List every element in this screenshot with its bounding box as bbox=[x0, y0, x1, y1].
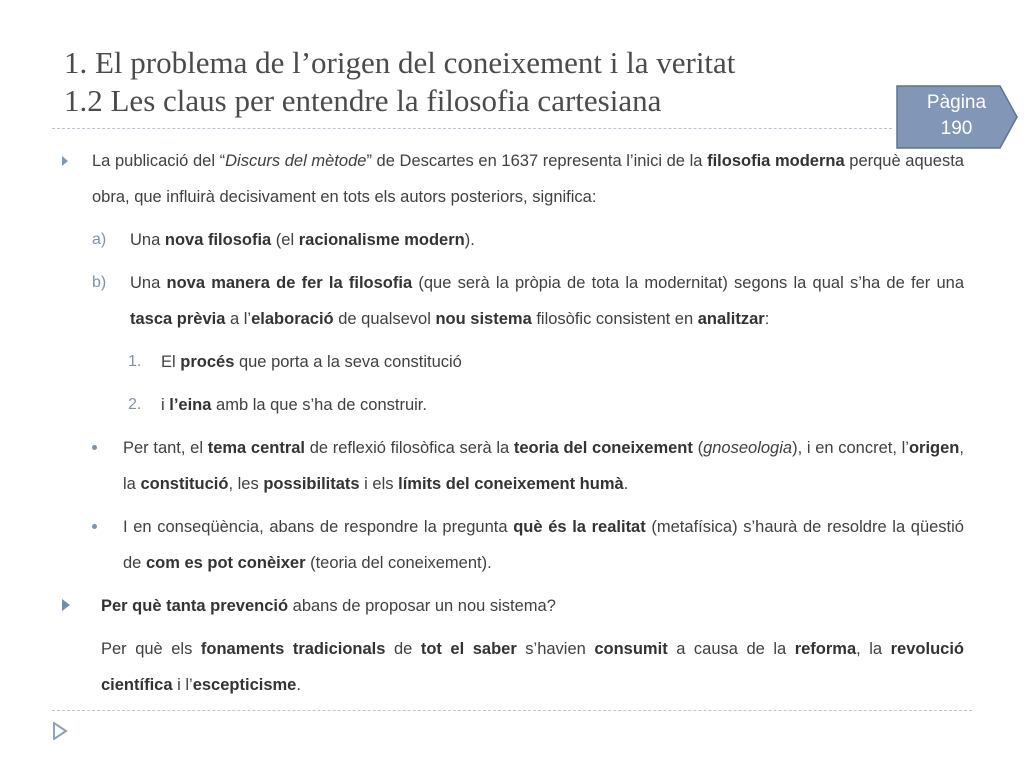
text-run: de bbox=[385, 640, 421, 658]
text-run: s’havien bbox=[516, 640, 595, 658]
text-run: Una bbox=[130, 274, 167, 292]
page-badge bbox=[896, 85, 1019, 151]
triangle-bullet-icon bbox=[62, 588, 70, 611]
text-run: : bbox=[764, 310, 770, 328]
text-run: , la bbox=[123, 439, 964, 493]
text-run: constitució bbox=[140, 475, 229, 493]
badge-page-number: 190 bbox=[940, 118, 973, 139]
text-run: de reflexió filosòfica serà la bbox=[305, 439, 514, 457]
text-run: amb la que s’ha de construir. bbox=[211, 396, 427, 414]
question-text bbox=[101, 588, 964, 624]
text-run: nou sistema bbox=[435, 310, 532, 328]
text-run: ). bbox=[464, 231, 475, 249]
list-item-a bbox=[60, 222, 964, 258]
bullet-item-text bbox=[123, 509, 964, 581]
text-run: nova manera de fer la filosofia bbox=[166, 274, 413, 292]
numbered-item-1 bbox=[60, 344, 964, 380]
text-run: analitzar bbox=[697, 310, 765, 328]
title-divider bbox=[52, 128, 892, 129]
text-run: reforma bbox=[794, 640, 857, 658]
text-run: Per tant, el bbox=[123, 439, 208, 457]
text-run: i bbox=[161, 396, 170, 414]
paragraph-answer bbox=[60, 631, 964, 703]
text-run: Per què tanta prevenció bbox=[101, 597, 289, 615]
text-run: (que serà la pròpia de tota la modernitat) segons la qual s’ha de fer una bbox=[412, 274, 964, 292]
numbered-item-text bbox=[161, 344, 964, 380]
text-run: tasca prèvia bbox=[130, 310, 226, 328]
text-run: La publicació del “ bbox=[92, 152, 226, 170]
text-run: El bbox=[161, 353, 181, 371]
paragraph-intro bbox=[60, 143, 964, 215]
text-run: ” de Descartes en 1637 representa l’inici de la bbox=[366, 152, 708, 170]
title-line-2: 1.2 Les claus per entendre la filosofia cartesiana bbox=[64, 83, 662, 118]
numbered-item-text bbox=[161, 387, 964, 423]
paragraph-question bbox=[60, 588, 964, 624]
text-run: a causa de la bbox=[667, 640, 795, 658]
text-run: (metafísica) s’haurà de resoldre la qüestió de bbox=[123, 518, 964, 572]
text-run: com es pot conèixer bbox=[145, 554, 306, 572]
text-run: escepticisme bbox=[192, 676, 297, 694]
text-run: elaboració bbox=[251, 310, 334, 328]
text-run: possibilitats bbox=[263, 475, 360, 493]
text-run: racionalisme modern bbox=[298, 231, 465, 249]
text-run: I en conseqüència, abans de respondre la pregunta bbox=[123, 518, 514, 536]
text-run: gnoseologia bbox=[703, 439, 793, 457]
text-run: (el bbox=[271, 231, 299, 249]
text-run: a l’ bbox=[225, 310, 252, 328]
text-run: perquè aquesta obra, que influirà decisivament en tots els autors posteriors, significa: bbox=[92, 152, 964, 206]
text-run: Per què els bbox=[101, 640, 201, 658]
text-run: filosòfic consistent en bbox=[531, 310, 698, 328]
text-run: tot el saber bbox=[420, 640, 517, 658]
slide-title bbox=[64, 44, 924, 120]
text-run: . bbox=[623, 475, 629, 493]
footer-divider bbox=[52, 710, 972, 711]
text-run: l’eina bbox=[169, 396, 212, 414]
triangle-corner-icon bbox=[52, 722, 68, 740]
paragraph-text bbox=[92, 143, 964, 215]
text-run: fonaments tradicionals bbox=[200, 640, 386, 658]
bullet-item-central-theme bbox=[60, 430, 964, 502]
list-marker-a: a) bbox=[92, 231, 107, 248]
text-run: nova filosofia bbox=[164, 231, 272, 249]
answer-text bbox=[101, 631, 964, 703]
title-line-1: 1. El problema de l’origen del coneixement i la veritat bbox=[64, 45, 736, 80]
list-item-text bbox=[130, 222, 964, 258]
text-run: i els bbox=[359, 475, 399, 493]
text-run: què és la realitat bbox=[513, 518, 646, 536]
list-item-b bbox=[60, 265, 964, 337]
text-run: límits del coneixement humà bbox=[398, 475, 624, 493]
text-run: revolució científica bbox=[101, 640, 964, 694]
text-run: consumit bbox=[594, 640, 668, 658]
bullet-item-consequence bbox=[60, 509, 964, 581]
slide-content bbox=[60, 143, 964, 703]
text-run: tema central bbox=[207, 439, 306, 457]
text-run: i l’ bbox=[172, 676, 193, 694]
text-run: abans de proposar un nou sistema? bbox=[288, 597, 556, 615]
text-run: que porta a la seva constitució bbox=[234, 353, 462, 371]
list-item-text bbox=[130, 265, 964, 337]
dot-bullet-icon bbox=[92, 509, 97, 529]
text-run: teoria del coneixement bbox=[513, 439, 693, 457]
text-run: ( bbox=[692, 439, 704, 457]
text-run: procés bbox=[180, 353, 235, 371]
list-marker-b: b) bbox=[92, 274, 107, 291]
number-marker-2: 2. bbox=[128, 396, 142, 413]
text-run: , la bbox=[856, 640, 891, 658]
text-run: (teoria del coneixement). bbox=[305, 554, 492, 572]
dot-bullet-icon bbox=[92, 430, 97, 450]
text-run: de qualsevol bbox=[333, 310, 436, 328]
triangle-bullet-icon bbox=[62, 143, 68, 166]
text-run: filosofia moderna bbox=[707, 152, 845, 170]
text-run: . bbox=[296, 676, 301, 694]
text-run: origen bbox=[908, 439, 960, 457]
badge-label bbox=[904, 90, 1009, 142]
badge-word: Pàgina bbox=[926, 92, 987, 113]
text-run: ), i en concret, l’ bbox=[792, 439, 909, 457]
text-run: Discurs del mètode bbox=[225, 152, 367, 170]
number-marker-1: 1. bbox=[128, 353, 142, 370]
text-run: , les bbox=[228, 475, 264, 493]
numbered-item-2 bbox=[60, 387, 964, 423]
bullet-item-text bbox=[123, 430, 964, 502]
text-run: Una bbox=[130, 231, 165, 249]
